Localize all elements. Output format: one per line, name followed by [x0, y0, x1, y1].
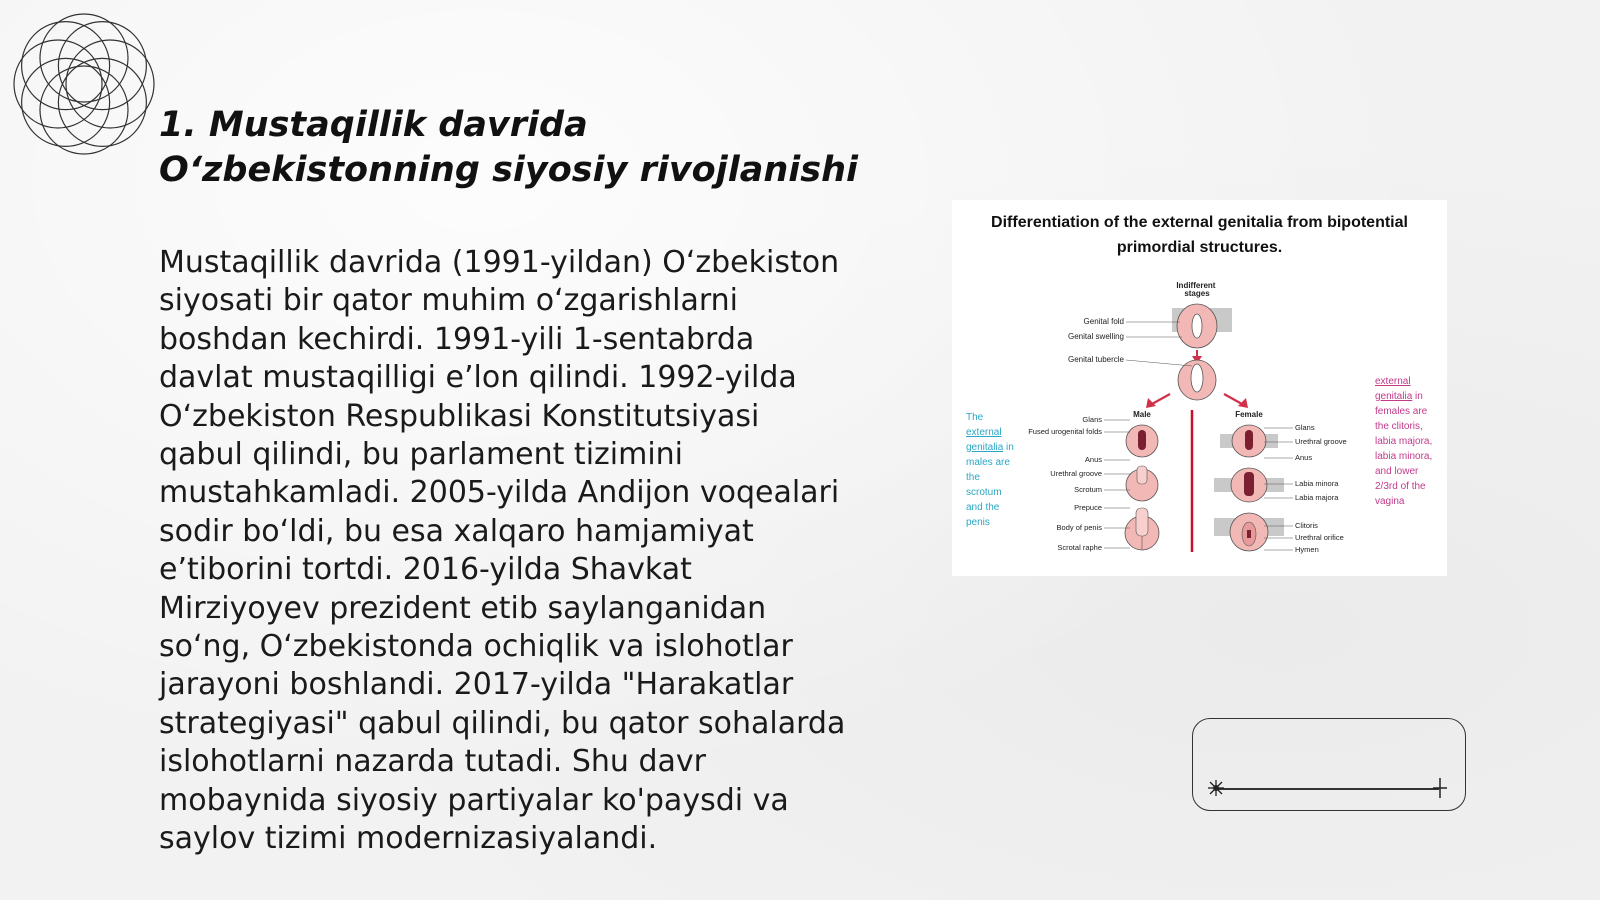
leader-genital-tubercle: [1126, 360, 1192, 366]
male-structure-label: Glans: [1082, 415, 1102, 424]
male-note-post: in males are the scrotum and the penis: [966, 442, 1014, 528]
sun-burst-icon[interactable]: [1206, 778, 1226, 798]
indifferent-label-line2: stages: [1184, 289, 1210, 298]
male-structure-label: Body of penis: [1056, 523, 1102, 532]
male-heading: Male: [1133, 410, 1151, 419]
female-stage-3-orifice: [1247, 530, 1251, 538]
label-genital-swelling: Genital swelling: [1067, 332, 1124, 341]
male-stage-1-groove: [1138, 430, 1146, 450]
indifferent-stage-2-tubercle: [1191, 364, 1203, 392]
cross-marker-icon[interactable]: [1431, 777, 1449, 799]
rosette-ring: [66, 40, 154, 128]
slide-title: 1. Mustaqillik davrida O‘zbekistonning siyosiy rivojlanishi: [159, 105, 858, 190]
rosette-ring: [58, 58, 146, 146]
male-note-link[interactable]: external genitalia: [966, 427, 1004, 453]
slider-track[interactable]: [1215, 788, 1439, 790]
male-structure-label: Anus: [1084, 455, 1102, 464]
male-stage-2-shaft: [1137, 466, 1147, 484]
female-note-link[interactable]: external genitalia: [1375, 376, 1413, 402]
indifferent-label-line1: Indifferent: [1176, 281, 1216, 290]
male-structure-label: Prepuce: [1074, 503, 1102, 512]
male-note-pre: The: [966, 412, 984, 423]
female-stage-1-groove: [1245, 430, 1253, 450]
male-structure-label: Fused urogenital folds: [1028, 427, 1102, 436]
female-structure-label: Urethral groove: [1295, 437, 1347, 446]
figure-title: Differentiation of the external genitalia from bipotential primordial structures.: [991, 214, 1408, 256]
male-structure-label: Scrotal raphe: [1057, 543, 1102, 552]
male-labels: [1028, 415, 1130, 552]
label-genital-fold: Genital fold: [1083, 317, 1124, 326]
female-structure-label: Hymen: [1295, 545, 1319, 554]
rosette-circles-icon: [10, 10, 158, 158]
rosette-ring: [22, 22, 110, 110]
rosette-ring: [22, 58, 110, 146]
rosette-ring: [40, 66, 128, 154]
female-note: [1375, 374, 1435, 509]
male-structure-label: Scrotum: [1074, 485, 1102, 494]
slider-widget[interactable]: [1192, 718, 1466, 811]
female-arrow-shaft: [1224, 394, 1242, 404]
male-stage-3-penis: [1136, 508, 1148, 536]
rosette-ring: [14, 40, 102, 128]
genitalia-figure: [952, 200, 1447, 576]
rosette-ring: [40, 14, 128, 102]
male-structure-label: Urethral groove: [1050, 469, 1102, 478]
female-structure-label: Urethral orifice: [1295, 533, 1344, 542]
male-arrow-shaft: [1152, 394, 1170, 404]
indifferent-label: [1176, 281, 1217, 298]
female-note-post: in females are the clitoris, labia majora, labia minora, and lower 2/3rd of the vagina: [1375, 391, 1433, 507]
female-structure-label: Glans: [1295, 423, 1315, 432]
figure-diagram: [952, 200, 1447, 576]
female-structure-label: Anus: [1295, 453, 1313, 462]
rosette-ring: [58, 22, 146, 110]
male-note: [966, 410, 1016, 530]
female-stage-2-opening: [1244, 472, 1254, 496]
female-structure-label: Clitoris: [1295, 521, 1318, 530]
female-structure-label: Labia minora: [1295, 479, 1339, 488]
slide-body-text: Mustaqillik davrida (1991-yildan) O‘zbekiston siyosati bir qator muhim o‘zgarishlarni boshdan kechirdi. 1991-yili 1-sentabrda davlat mustaqilligi e’lon qilindi. 1992-yilda O‘zbekiston Respublikasi Konstitutsiyasi qabul qilindi, bu parlament tizimini mustahkamladi. 2005-yilda Andijon voqealari sodir bo‘ldi, bu esa xalqaro hamjamiyat e’tiborini tortdi. 2016-yilda Shavkat Mirziyoyev prezident etib saylanganidan so‘ng, O‘zbekistonda ochiqlik va islohotlar jarayoni boshlandi. 2017-yilda "Harakatlar strategiyasi" qabul qilindi, bu qator sohalarda islohotlarni nazarda tutadi. Shu davr mobaynida siyosiy partiyalar ko'paysdi va saylov tizimi modernizasiyalandi.: [159, 245, 846, 857]
label-genital-tubercle: Genital tubercle: [1067, 355, 1124, 364]
female-heading: Female: [1235, 410, 1263, 419]
indifferent-stage-1-fold: [1192, 314, 1202, 338]
female-structure-label: Labia majora: [1295, 493, 1339, 502]
